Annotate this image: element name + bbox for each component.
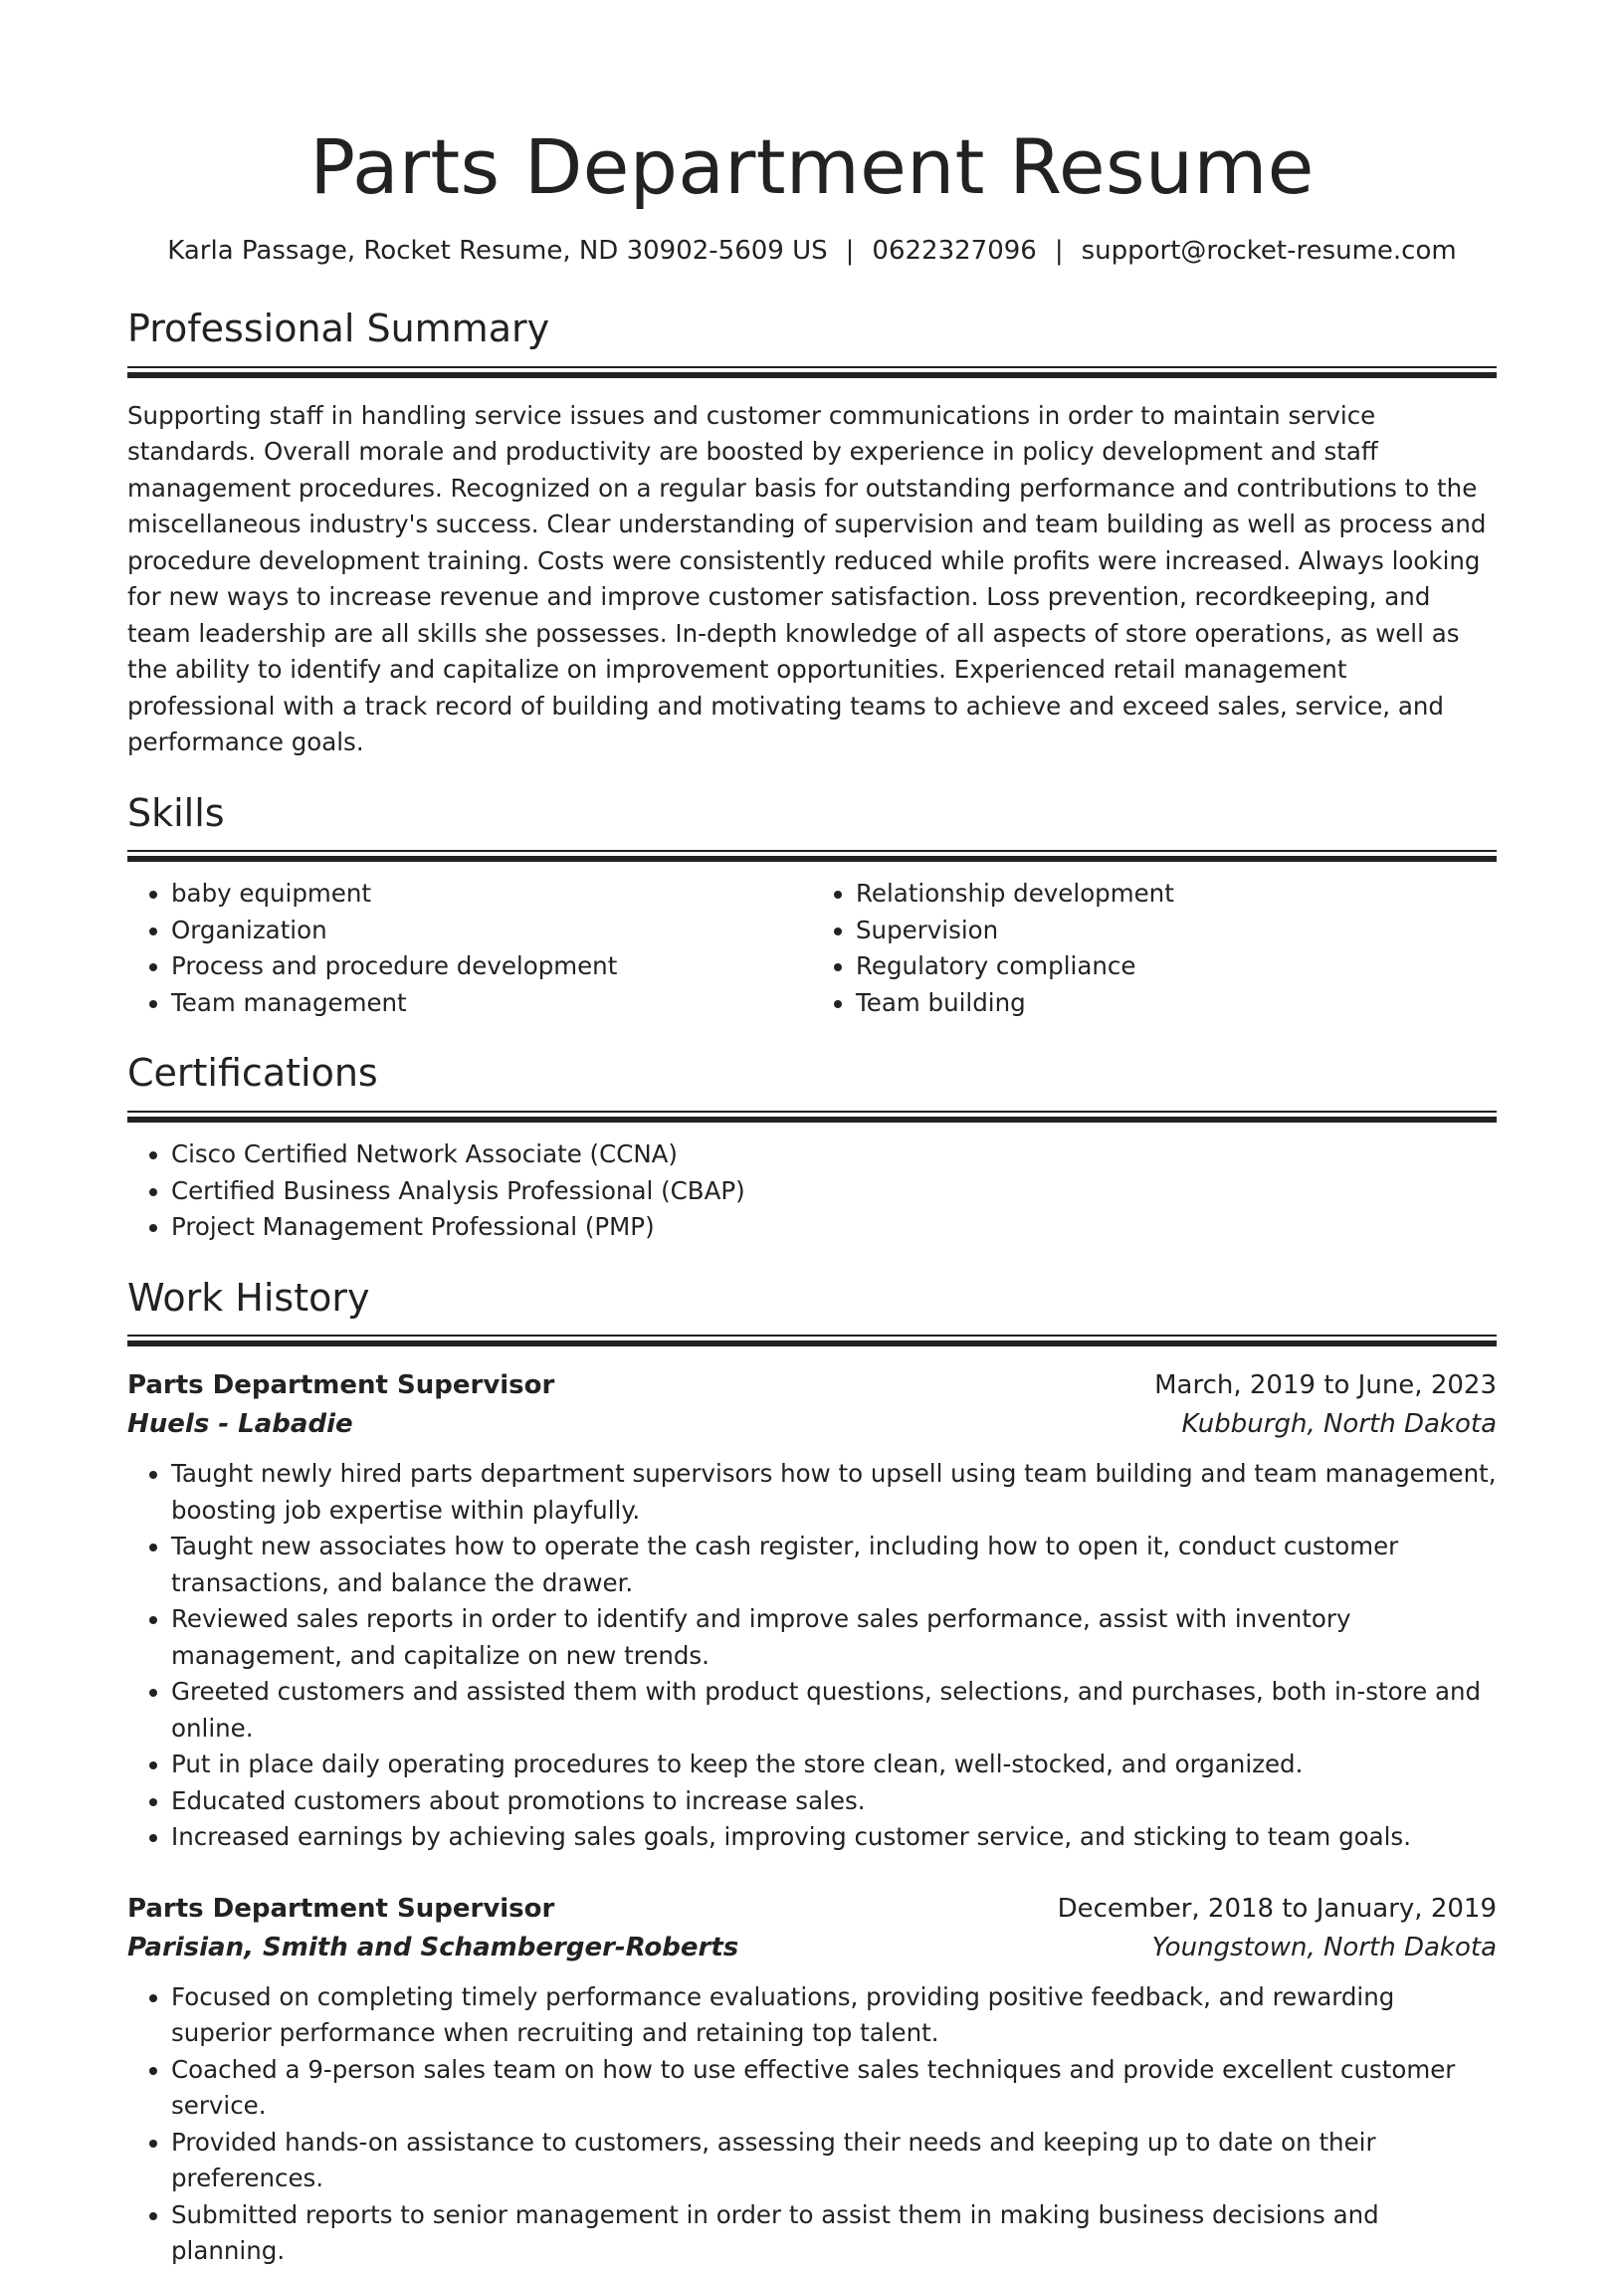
job-header xyxy=(127,1890,1497,1929)
job-bullet: • Focused on completing timely performance evaluations, providing positive feedback, and rewarding superior performance when recruiting and retaining top talent. xyxy=(171,1979,1497,2052)
contact-line xyxy=(127,235,1497,269)
job-bullet: • Educated customers about promotions to increase sales. xyxy=(171,1783,1497,1820)
job-location: Youngstown, North Dakota xyxy=(1151,1932,1497,1962)
section-divider xyxy=(127,366,1497,378)
job-bullet: • Reviewed sales reports in order to identify and improve sales performance, assist with inventory management, and capitalize on new trends. xyxy=(171,1601,1497,1674)
contact-separator: | xyxy=(1054,236,1064,266)
job-bullets xyxy=(127,1979,1497,2270)
summary-text: Supporting staff in handling service issues and customer communications in order to maintain service standards. Overall morale and productivity are boosted by experience in policy development and staff management procedures. Recognized on a regular basis for outstanding performance and contributions to the miscellaneous industry's success. Clear understanding of supervision and team building as well as process and procedure development training. Costs were consistently reduced while profits were increased. Always looking for new ways to increase revenue and improve customer satisfaction. Loss prevention, recordkeeping, and team leadership are all skills she possesses. In-depth knowledge of all aspects of store operations, as well as the ability to identify and capitalize on improvement opportunities. Experienced retail management professional with a track record of building and motivating teams to achieve and exceed sales, service, and performance goals. xyxy=(127,400,1487,757)
contact-phone: 0622327096 xyxy=(872,236,1037,266)
job-dates: December, 2018 to January, 2019 xyxy=(1057,1893,1497,1924)
job-bullet: • Taught new associates how to operate the cash register, including how to open it, conduct customer transactions, and balance the drawer. xyxy=(171,1529,1497,1601)
contact-separator: | xyxy=(845,236,855,266)
certification-item: • Cisco Certified Network Associate (CCNA) xyxy=(171,1136,1497,1173)
skills-grid xyxy=(127,876,1497,1021)
certification-item: • Project Management Professional (PMP) xyxy=(171,1209,1497,1246)
job-bullet: • Increased earnings by achieving sales goals, improving customer service, and sticking to team goals. xyxy=(171,1819,1497,1856)
job-bullet: • Submitted reports to senior management in order to assist them in making business decisions and planning. xyxy=(171,2197,1497,2270)
certifications-list xyxy=(127,1136,1497,1246)
contact-address: Karla Passage, Rocket Resume, ND 30902-5609 US xyxy=(167,236,828,266)
skill-item: • Relationship development xyxy=(856,876,1497,913)
job-title: Parts Department Supervisor xyxy=(127,1893,555,1924)
resume-title: Parts Department Resume xyxy=(309,122,1315,211)
job-header xyxy=(127,1366,1497,1405)
certification-item: • Certified Business Analysis Professional (CBAP) xyxy=(171,1173,1497,1210)
job-location: Kubburgh, North Dakota xyxy=(1181,1409,1497,1440)
job-bullet: • Taught newly hired parts department supervisors how to upsell using team building and team management, boosting job expertise within playfully. xyxy=(171,1456,1497,1529)
section-divider xyxy=(127,1111,1497,1123)
job-company: Huels - Labadie xyxy=(127,1409,353,1440)
summary-heading: Professional Summary xyxy=(127,306,550,350)
skills-section xyxy=(127,790,1497,1022)
work-history-heading: Work History xyxy=(127,1275,370,1320)
job-entry xyxy=(127,1890,1497,2270)
job-title: Parts Department Supervisor xyxy=(127,1370,555,1401)
job-bullet: • Greeted customers and assisted them with product questions, selections, and purchases, both in-store and online. xyxy=(171,1674,1497,1747)
skill-item: • Team management xyxy=(171,985,812,1022)
skill-item: • Supervision xyxy=(856,913,1497,949)
contact-email: support@rocket-resume.com xyxy=(1081,236,1457,266)
job-bullets xyxy=(127,1456,1497,1856)
skill-item: • Process and procedure development xyxy=(171,948,812,985)
job-subheader xyxy=(127,1929,1497,1967)
skill-item: • Organization xyxy=(171,913,812,949)
job-bullet: • Provided hands-on assistance to customers, assessing their needs and keeping up to date on their preferences. xyxy=(171,2125,1497,2197)
job-dates: March, 2019 to June, 2023 xyxy=(1154,1370,1497,1401)
job-entry xyxy=(127,1366,1497,1856)
job-company: Parisian, Smith and Schamberger-Roberts xyxy=(127,1932,739,1962)
certifications-section xyxy=(127,1053,1497,1245)
job-bullet: • Put in place daily operating procedures to keep the store clean, well-stocked, and organized. xyxy=(171,1747,1497,1783)
job-bullet: • Coached a 9-person sales team on how to use effective sales techniques and provide excellent customer service. xyxy=(171,2052,1497,2125)
skill-item: • Regulatory compliance xyxy=(856,948,1497,985)
work-history-section xyxy=(127,1275,1497,2270)
section-divider xyxy=(127,1335,1497,1346)
skill-item: • Team building xyxy=(856,985,1497,1022)
skills-list-right xyxy=(812,876,1497,1021)
job-subheader xyxy=(127,1405,1497,1444)
section-divider xyxy=(127,850,1497,862)
summary-section xyxy=(127,306,1497,761)
skill-item: • baby equipment xyxy=(171,876,812,913)
skills-heading: Skills xyxy=(127,790,225,835)
certifications-heading: Certifications xyxy=(127,1051,378,1096)
skills-list-left xyxy=(127,876,812,1021)
